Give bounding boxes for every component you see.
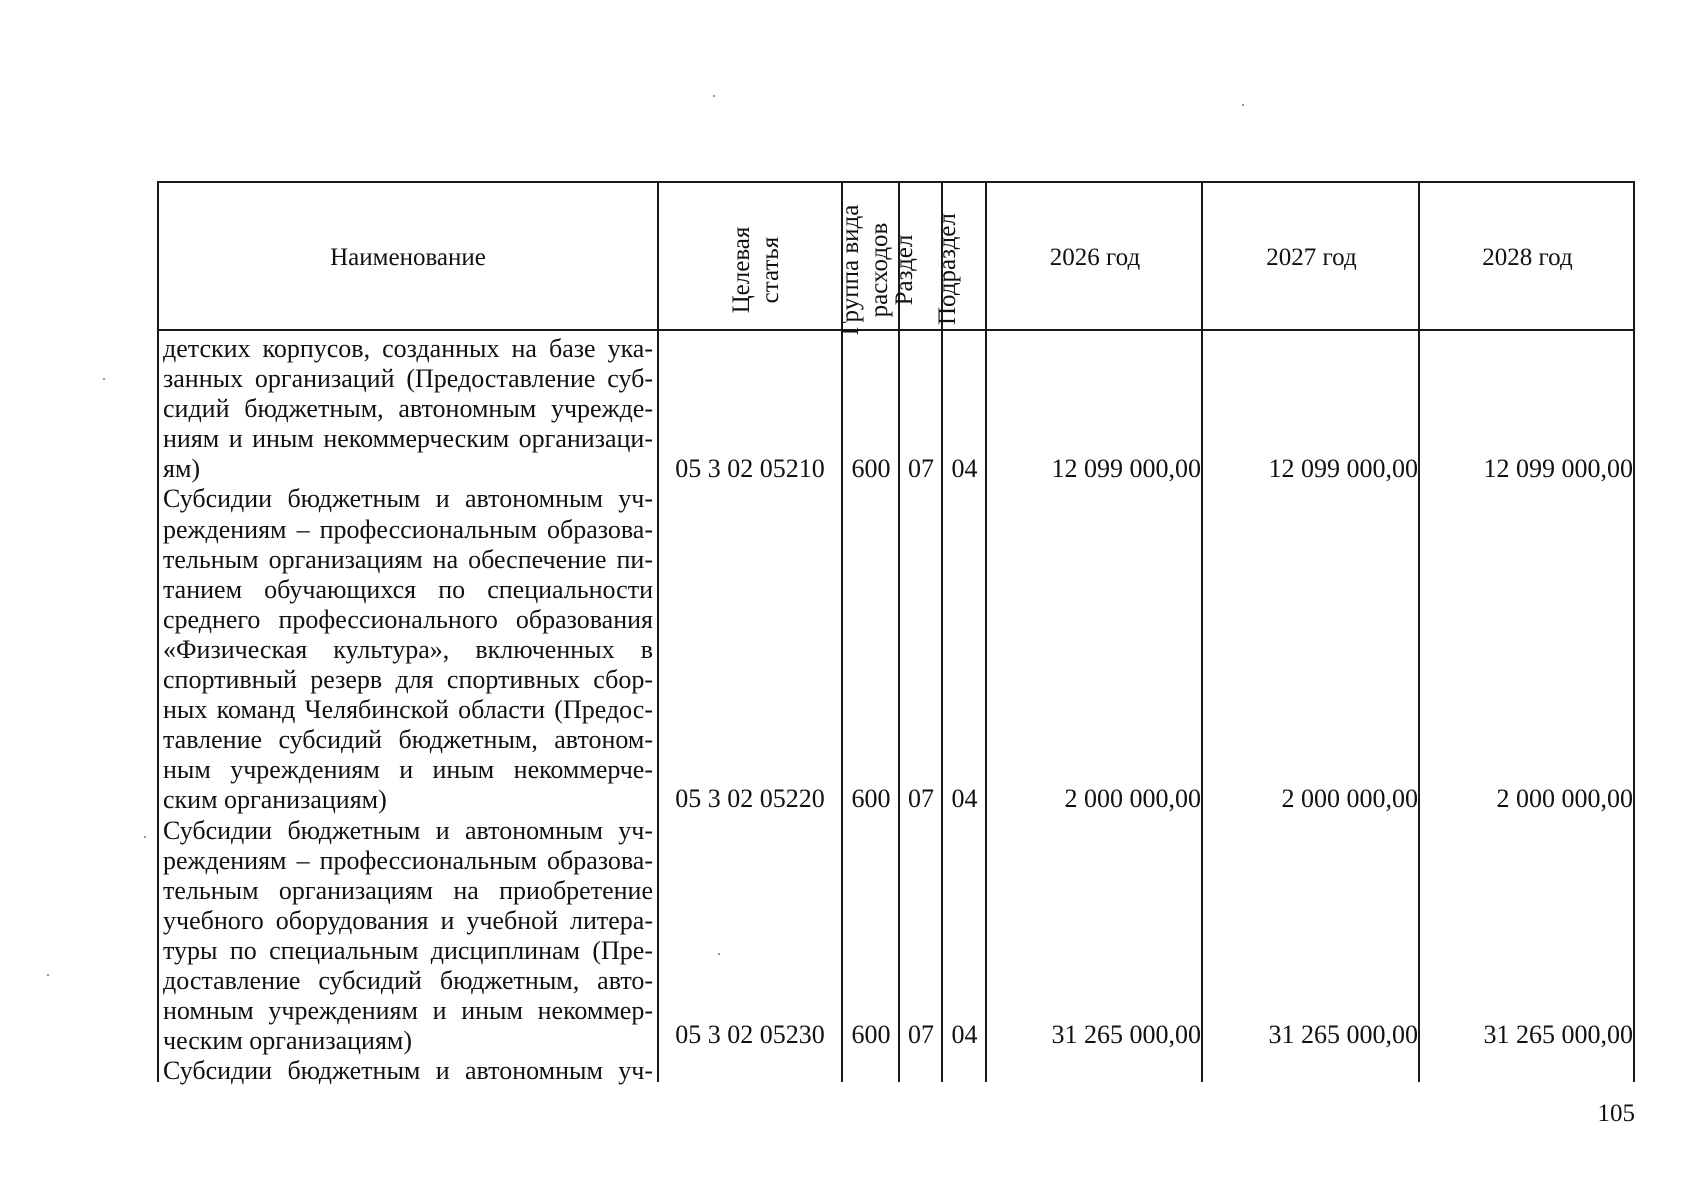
header-name: Наименование [330, 244, 486, 271]
name-line: Субсидии бюджетным и автономным уч- [163, 484, 653, 514]
scan-speck [47, 974, 49, 976]
name-line: Субсидии бюджетным и автономным уч- [163, 815, 653, 845]
row-1-subsection: 04 [951, 454, 978, 483]
name-line: доставление субсидий бюджетным, авто- [163, 965, 653, 995]
header-2026: 2026 год [1049, 244, 1141, 271]
header-subsection: Подраздел [934, 213, 961, 325]
row-3-target-article: 05 3 02 05230 [675, 1020, 825, 1049]
header-2028: 2028 год [1482, 244, 1573, 271]
header-target-article [727, 205, 787, 335]
header-expense-group-text: Группа вида расходов [837, 204, 893, 336]
name-line: «Физическая культура», включенных в [163, 634, 653, 664]
row-1-expense-group: 600 [851, 454, 891, 483]
col-border [898, 181, 900, 1082]
header-2027: 2027 год [1266, 244, 1357, 271]
col-border [657, 181, 659, 1082]
name-line: сидий бюджетным, автономным учрежде- [163, 394, 653, 424]
header-expense-group [836, 200, 896, 340]
row-3-2027: 31 265 000,00 [1268, 1020, 1418, 1049]
row-3-expense-group: 600 [851, 1020, 891, 1049]
name-line: ям) [163, 454, 201, 484]
row-1-target-article: 05 3 02 05210 [675, 454, 825, 483]
row-2-subsection: 04 [951, 784, 978, 813]
name-line: детских корпусов, созданных на базе ука- [163, 334, 653, 363]
row-2-expense-group: 600 [851, 784, 891, 813]
name-line: среднего профессионального образования [163, 604, 653, 634]
col-border [1201, 181, 1203, 1082]
name-line: тавление субсидий бюджетным, автоном- [163, 725, 653, 755]
name-line: ным учреждениям и иным некоммерче- [163, 755, 653, 785]
row-2-section: 07 [908, 784, 934, 813]
row-3-2028: 31 265 000,00 [1483, 1020, 1633, 1049]
header-section: Раздел [891, 234, 918, 306]
name-line: ческим организациям) [163, 1026, 413, 1056]
row-1-2028: 12 099 000,00 [1483, 454, 1633, 483]
name-line: спортивный резерв для спортивных сбор- [163, 665, 653, 695]
row-2-target-article: 05 3 02 05220 [675, 784, 825, 813]
row-1-2026: 12 099 000,00 [1051, 454, 1201, 483]
name-line: занных организаций (Предоставление суб- [163, 364, 653, 394]
scan-speck [103, 378, 105, 380]
row-1-section: 07 [908, 454, 934, 483]
name-line: ниям и иным некоммерческим организаци- [163, 424, 653, 454]
col-border [985, 181, 987, 1082]
name-line: номным учреждениям и иным некоммер- [163, 996, 653, 1026]
name-line: Субсидии бюджетным и автономным уч- [163, 1056, 653, 1086]
name-line: тельным организациям на обеспечение пи- [163, 544, 653, 574]
name-line: ским организациям) [163, 785, 387, 815]
scan-speck [144, 836, 146, 838]
col-border [1418, 181, 1420, 1082]
col-border [157, 181, 159, 1082]
name-line: танием обучающихся по специальности [163, 574, 653, 604]
row-1-2027: 12 099 000,00 [1268, 454, 1418, 483]
row-3-section: 07 [908, 1020, 934, 1049]
name-line: реждениям – профессиональным образова- [163, 845, 653, 875]
header-target-article-text: Целевая статья [728, 226, 784, 314]
table-top-border [157, 181, 1635, 183]
row-3-2026: 31 265 000,00 [1051, 1020, 1201, 1049]
name-line: туры по специальным дисциплинам (Пре- [163, 935, 653, 965]
scan-speck [1242, 104, 1244, 106]
row-3-subsection: 04 [951, 1020, 978, 1049]
row-2-2027: 2 000 000,00 [1281, 784, 1418, 813]
name-line: ных команд Челябинской области (Предос- [163, 695, 653, 725]
name-line: учебного оборудования и учебной литера- [163, 905, 653, 935]
row-2-2028: 2 000 000,00 [1496, 784, 1633, 813]
row-2-2026: 2 000 000,00 [1064, 784, 1201, 813]
col-border [1633, 181, 1635, 1082]
name-line: тельным организациям на приобретение [163, 875, 653, 905]
header-bottom-border [157, 329, 1635, 331]
scan-speck [713, 95, 715, 97]
name-column-text [163, 334, 653, 1086]
name-line: реждениям – профессиональным образова- [163, 514, 653, 544]
page-number: 105 [1597, 1100, 1635, 1127]
